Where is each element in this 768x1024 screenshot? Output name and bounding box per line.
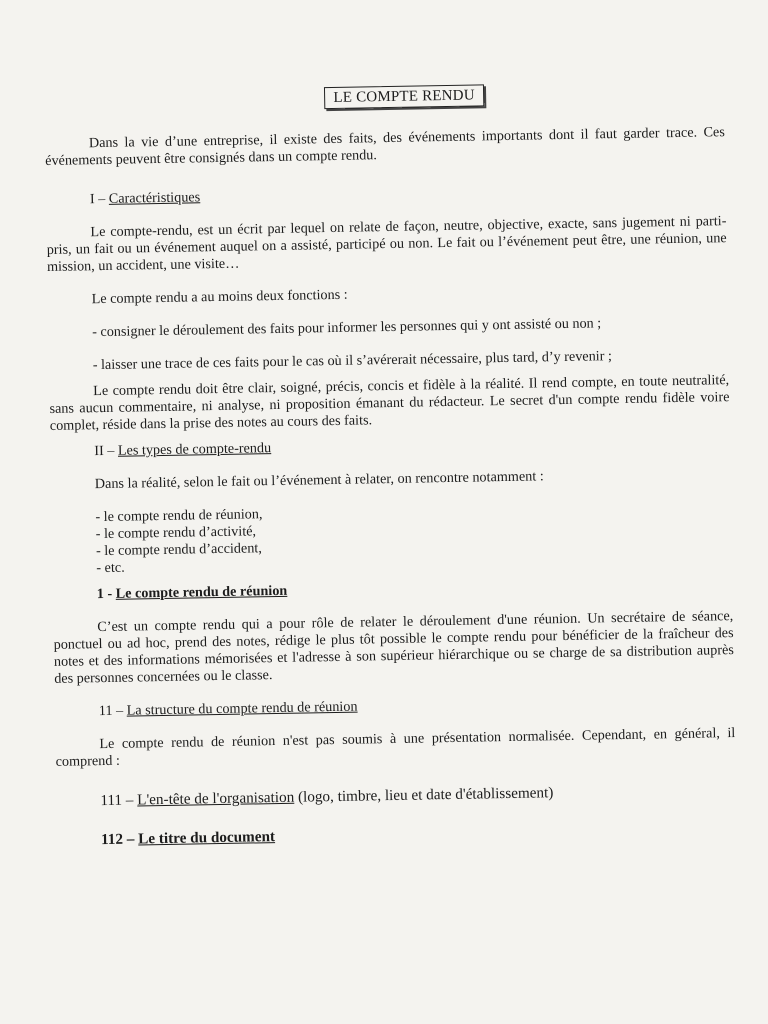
section-number: 112 – bbox=[100, 830, 139, 849]
section-number: 1 - bbox=[96, 585, 116, 603]
section-label: La structure du compte rendu de réunion bbox=[126, 698, 358, 719]
section-detail: (logo, timbre, lieu et date d'établissement) bbox=[294, 784, 554, 806]
function-item-2: - laisser une trace de ces faits pour le cas où il s’avérerait nécessaire, plus tard, d’y revenir ; bbox=[92, 348, 613, 374]
function-item-1: - consigner le déroulement des faits pour informer les personnes qui y ont assisté ou non ; bbox=[92, 315, 602, 341]
structure-paragraph: Le compte rendu de réunion n'est pas soumis à une présentation normalisée. Cependant, en général, il comprend : bbox=[55, 725, 736, 770]
section-label: Caractéristiques bbox=[108, 189, 201, 207]
list-item: - le compte rendu d’activité, bbox=[95, 523, 257, 543]
intro-paragraph: Dans la vie d’une entreprise, il existe des faits, des événements importants dont il faut garder trace. Ces événements peuvent être consignés dans un compte rendu. bbox=[45, 124, 725, 169]
section-label: Le titre du document bbox=[138, 828, 276, 848]
document-body bbox=[44, 80, 737, 849]
section-number: II – bbox=[94, 442, 119, 460]
definition-paragraph: Le compte-rendu, est un écrit par lequel on relate de façon, neutre, objective, exacte, sans jugement ni parti-pris, un fait ou un événement auquel on a assisté, participé ou non. Le fait ou l’événement peut être, une réunion, une mission, un accident, une visite… bbox=[46, 213, 727, 275]
list-item: - etc. bbox=[96, 559, 125, 577]
section-number: 111 – bbox=[100, 791, 138, 810]
types-intro: Dans la réalité, selon le fait ou l’événement à relater, on rencontre notamment : bbox=[94, 468, 544, 493]
list-item: - le compte rendu d’accident, bbox=[95, 540, 262, 560]
reunion-paragraph: C’est un compte rendu qui a pour rôle de relater le déroulement d'une réunion. Un secrétaire de séance, ponctuel ou ad hoc, prend des notes, rédige le plus tôt possible le compte rendu pour bénéficier de la fraîcheur des notes et des informations mémorisées et l'adresse à son supérieur hiérarchique ou se charge de sa distribution auprès des personnes concernées ou le classe. bbox=[53, 608, 734, 687]
section-label: Les types de compte-rendu bbox=[117, 440, 272, 459]
document-title: LE COMPTE RENDU bbox=[324, 84, 484, 109]
functions-intro: Le compte rendu a au moins deux fonctions : bbox=[91, 286, 348, 308]
section-number: I – bbox=[89, 190, 109, 208]
list-item: - le compte rendu de réunion, bbox=[95, 506, 263, 526]
types-list bbox=[51, 498, 732, 578]
section-number: 11 – bbox=[98, 702, 127, 720]
qualities-paragraph: Le compte rendu doit être clair, soigné, précis, concis et fidèle à la réalité. Il rend compte, en toute neutralité, sans aucun commentaire, ni analyse, ni proposition émanant du rédacteur. Le secret d'un compte rendu fidèle voire complet, réside dans la prise des notes au cours des faits. bbox=[49, 372, 730, 434]
section-label: Le compte rendu de réunion bbox=[115, 582, 288, 602]
section-label: L'en-tête de l'organisation bbox=[137, 788, 295, 809]
